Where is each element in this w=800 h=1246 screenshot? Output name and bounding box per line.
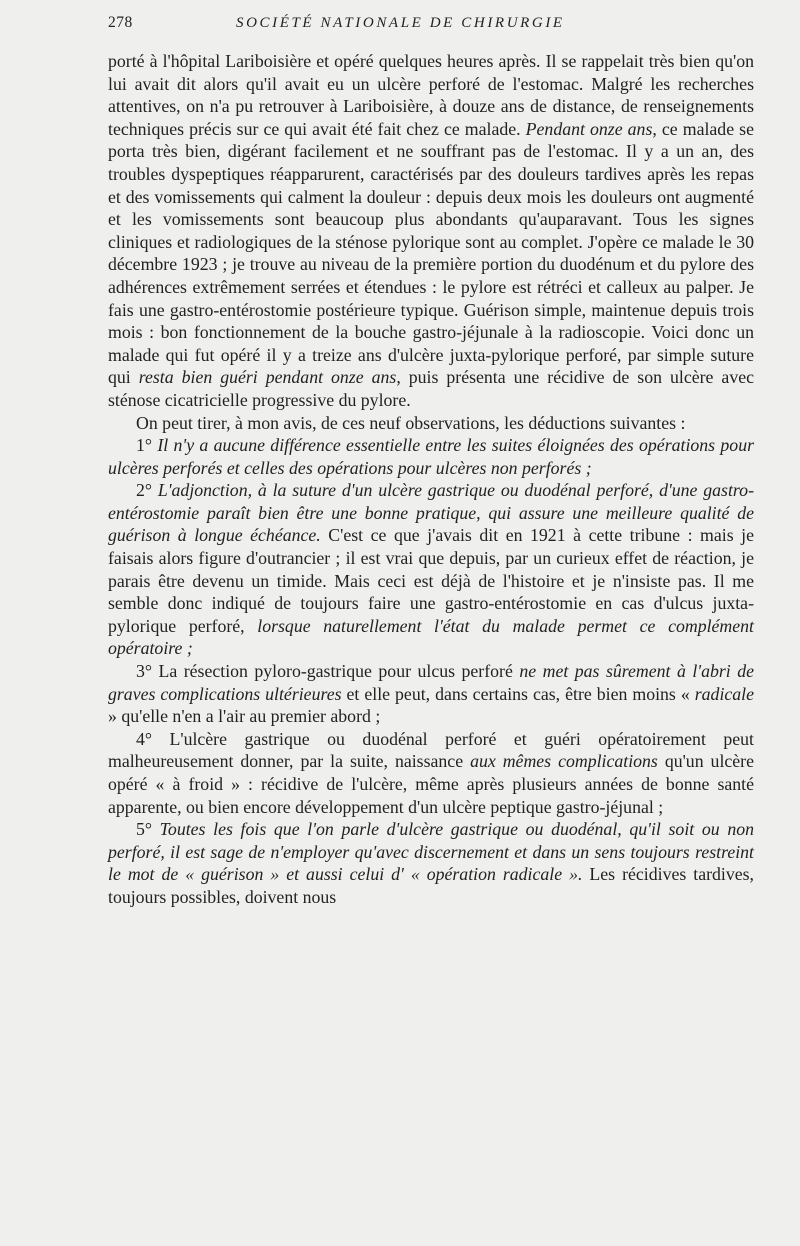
italic-run: lorsque naturellement l'état du malade permet ce complément opératoire ;: [108, 615, 754, 659]
page-number: 278: [108, 14, 133, 31]
italic-run: Pendant onze ans: [525, 118, 653, 139]
italic-run: ne met pas sûrement à l'abri de graves complications ultérieures: [108, 661, 755, 704]
text-run: L'ulcère gastrique ou duodénal perforé et guéri opératoirement peut malheureusement donner, par la suite, naissance: [108, 728, 754, 772]
text-run: Les récidives tardives, toujours possibles, doivent nous: [108, 864, 754, 907]
italic-run: Il n'y a aucune différence essentielle entre les suites éloignées des opérations pour ulcères perforés et celles des opérations pour ulcères non perforés ;: [108, 435, 754, 478]
page-header: [108, 14, 760, 50]
italic-run: Toutes les fois que l'on parle d'ulcère gastrique ou duodénal, qu'il soit ou non perforé, il est sage de n'employer qu'avec discernement et dans un sens toujours restreint le mot de « guérison » et aussi celui d' « opération radicale ».: [108, 819, 754, 885]
item-number: 5°: [136, 819, 160, 840]
italic-run: L'adjonction, à la suture d'un ulcère gastrique ou duodénal perforé, d'une gastro-entérostomie paraît bien être une bonne pratique, qui assure une meilleure qualité de guérison à longue échéance.: [108, 480, 754, 546]
italic-run: resta bien guéri pendant onze ans: [138, 367, 397, 388]
text-run: , ce malade se porta très bien, digérant facilement et ne souffrant pas de l'estomac. Il y a un an, des troubles dyspeptiques réapparurent, caractérisés par des douleurs tardives après les repas et des vomissements qui calment la douleur : depuis deux mois les douleurs ont augmenté et les vomissements sont beaucoup plus abondants qu'auparavant. Tous les signes cliniques et radiologiques de la sténose pylorique sont au complet. J'opère ce malade le 30 décembre 1923 ; je trouve au niveau de la première portion du duodénum et du pylore des adhérences extrêmement serrées et étendues : le pylore est rétréci et calleux au palper. Je fais une gastro-entérostomie postérieure typique. Guérison simple, maintenue depuis trois mois : bon fonctionnement de la bouche gastro-jéjunale à la radioscopie. Voici donc un malade qui fut opéré il y a treize ans d'ulcère juxta-pylorique perforé, par simple suture qui: [108, 118, 754, 388]
paragraph-deductions-intro: On peut tirer, à mon avis, de ces neuf observations, les déductions suivantes :: [136, 412, 686, 433]
deduction-item-1: [108, 434, 754, 479]
item-number: 2°: [136, 480, 158, 501]
text-run: C'est ce que j'avais dit en 1921 à cette tribune : mais je faisais alors figure d'outrancier ; il est vrai que depuis, par un curieux effet de réaction, je parais être devenu un timide. Mais ceci est déjà de l'histoire et je n'insiste pas. Il me semble donc indiqué de toujours faire une gastro-entérostomie en cas d'ulcus juxta-pylorique perforé,: [108, 525, 755, 636]
text-run: porté à l'hôpital Lariboisière et opéré quelques heures après. Il se rappelait très bien qu'on lui avait dit alors qu'il avait eu un ulcère perforé de l'estomac. Malgré les recherches attentives, on n'a pu retrouver à Lariboisière, à douze ans de distance, de renseignements techniques précis sur ce qui avait été fait chez ce malade.: [108, 51, 754, 139]
deduction-item-2: [108, 479, 754, 660]
italic-run: aux mêmes complications: [470, 751, 658, 772]
deduction-item-5: [108, 818, 754, 908]
italic-run: radicale: [694, 683, 755, 704]
item-number: 3°: [136, 661, 159, 682]
item-number: 4°: [136, 728, 170, 749]
deduction-item-3: [108, 660, 754, 728]
text-run: , puis présenta une récidive de son ulcère avec sténose cicatricielle progressive du pylore.: [108, 367, 754, 410]
deduction-item-4: [108, 728, 754, 818]
running-title: SOCIÉTÉ NATIONALE DE CHIRURGIE: [236, 15, 565, 31]
text-run: La résection pyloro-gastrique pour ulcus perforé: [158, 661, 520, 682]
text-run: » qu'elle n'en a l'air au premier abord ;: [108, 706, 381, 727]
text-run: qu'un ulcère opéré « à froid » : récidive de l'ulcère, même après plusieurs années de bonne santé apparente, ou bien encore développement d'un ulcère peptique gastro-jéjunal ;: [108, 751, 754, 817]
item-number: 1°: [136, 435, 158, 456]
paragraph-case-report: [108, 50, 754, 412]
text-run: et elle peut, dans certains cas, être bien moins «: [341, 683, 695, 704]
body-text: [108, 50, 754, 909]
